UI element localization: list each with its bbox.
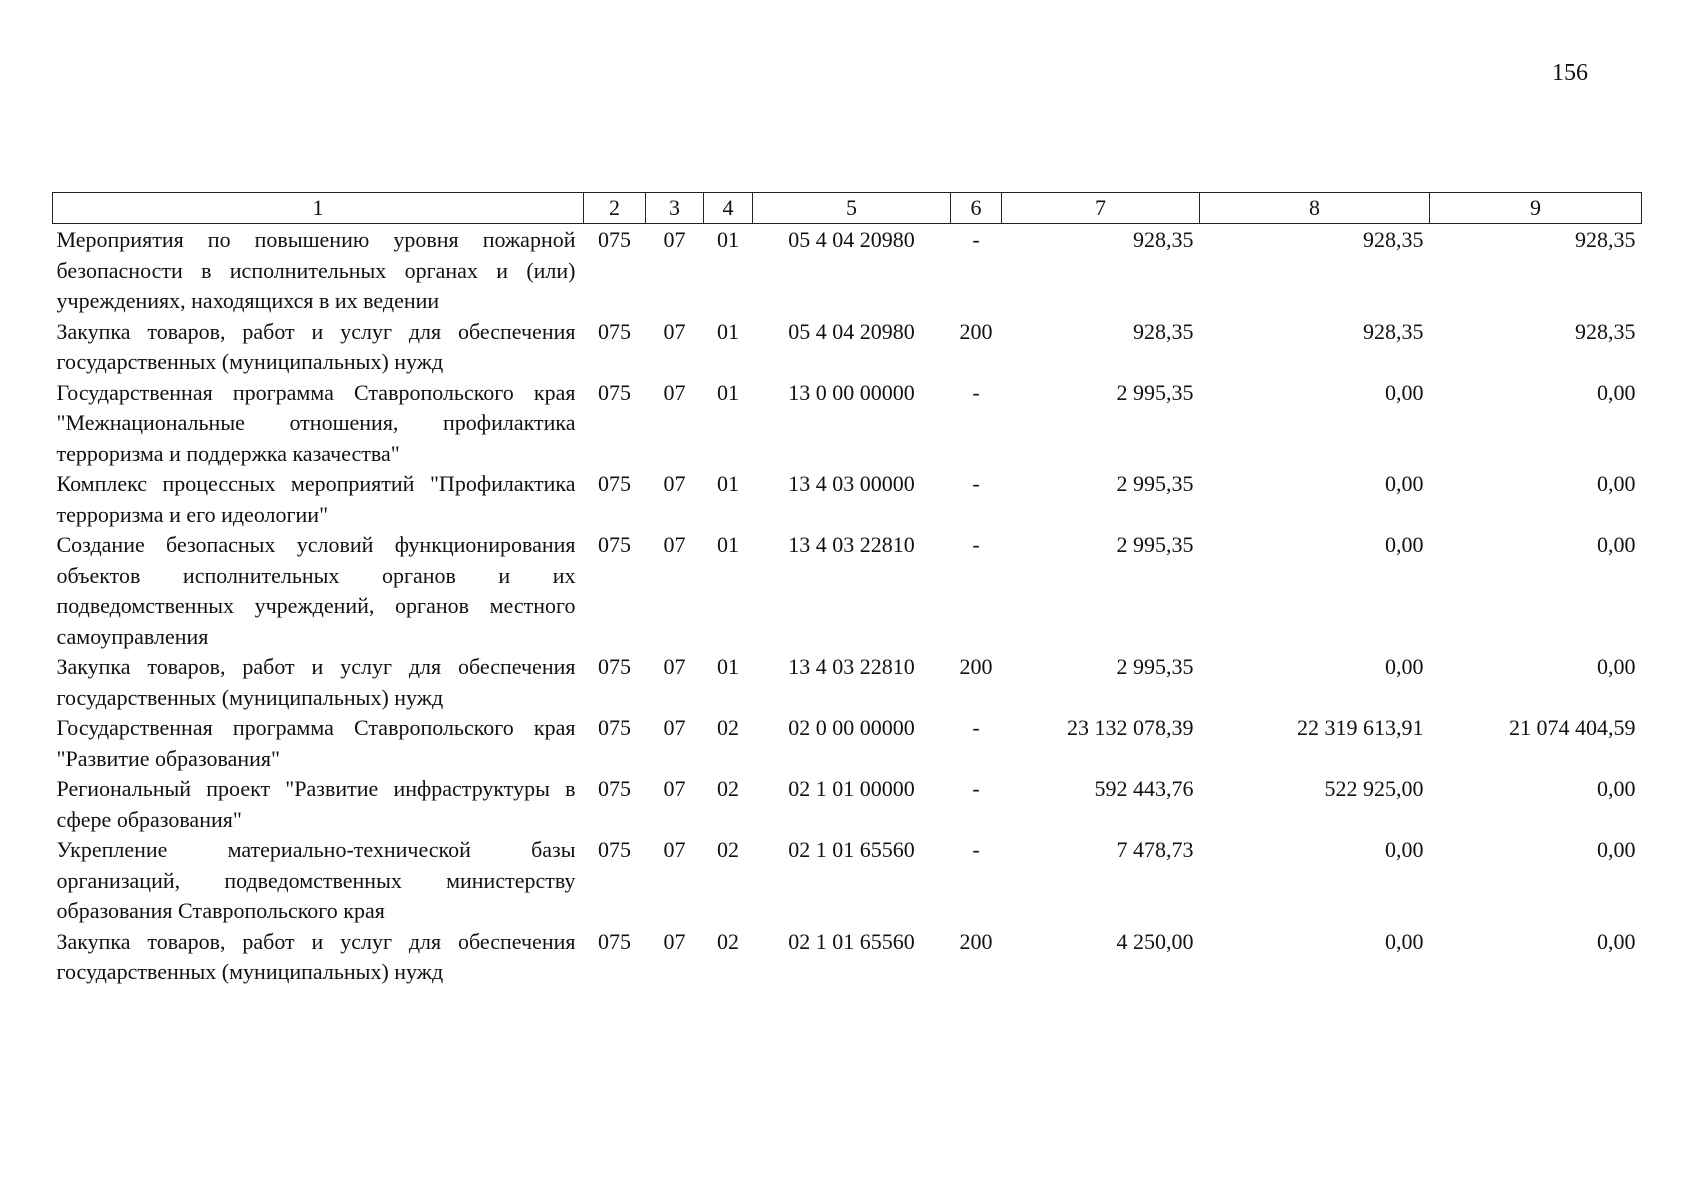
admin-code-cell: 075 (598, 379, 631, 405)
table-row (53, 469, 1642, 530)
section-cell: 07 (663, 715, 686, 740)
amount-year1-cell: 2 995,35 (1116, 471, 1194, 496)
column-header: 2 (584, 193, 646, 224)
row-name-cell: Укрепление материально-технической базы организаций, подведомственных министерству образования Ставропольского края (56, 837, 576, 923)
section-cell: 07 (663, 776, 686, 801)
column-header: 9 (1430, 193, 1642, 224)
subsection-cell: 01 (717, 379, 739, 405)
admin-code-cell: 075 (598, 837, 631, 862)
amount-year2-cell: 928,35 (1363, 227, 1424, 252)
amount-year3-cell: 0,00 (1597, 776, 1636, 801)
row-name-cell: Государственная программа Ставропольского края "Межнациональные отношения, профилактика терроризма и поддержка казачества" (56, 379, 576, 466)
table-header (53, 193, 1642, 224)
row-name-cell: Закупка товаров, работ и услуг для обеспечения государственных (муниципальных) нужд (56, 654, 576, 710)
subsection-cell: 01 (717, 532, 739, 557)
column-header: 8 (1200, 193, 1430, 224)
amount-year1-cell: 23 132 078,39 (1067, 715, 1194, 740)
budget-table (52, 192, 1642, 988)
row-name-cell: Закупка товаров, работ и услуг для обеспечения государственных (муниципальных) нужд (56, 928, 576, 984)
subsection-cell: 01 (717, 227, 739, 252)
target-article-cell: 05 4 04 20980 (788, 318, 915, 344)
section-cell: 07 (663, 654, 686, 679)
expense-type-cell: - (972, 837, 980, 862)
admin-code-cell: 075 (598, 928, 631, 954)
section-cell: 07 (663, 379, 686, 405)
target-article-cell: 13 4 03 00000 (788, 471, 915, 496)
amount-year2-cell: 0,00 (1385, 471, 1424, 496)
admin-code-cell: 075 (598, 471, 631, 496)
amount-year1-cell: 2 995,35 (1116, 532, 1194, 557)
amount-year2-cell: 522 925,00 (1324, 776, 1424, 801)
subsection-cell: 02 (717, 928, 739, 954)
row-name-cell: Мероприятия по повышению уровня пожарной безопасности в исполнительных органах и (или) учреждениях, находящихся в их ведении (56, 227, 576, 313)
row-name-cell: Региональный проект "Развитие инфраструктуры в сфере образования" (56, 776, 576, 832)
amount-year3-cell: 0,00 (1597, 471, 1636, 496)
row-name-cell: Комплекс процессных мероприятий "Профилактика терроризма и его идеологии" (56, 471, 576, 527)
section-cell: 07 (663, 837, 686, 862)
amount-year3-cell: 0,00 (1597, 837, 1636, 862)
amount-year3-cell: 0,00 (1597, 654, 1636, 679)
expense-type-cell: - (972, 776, 980, 801)
subsection-cell: 01 (717, 318, 739, 344)
column-header: 5 (753, 193, 951, 224)
table-row (53, 652, 1642, 713)
target-article-cell: 13 0 00 00000 (788, 379, 915, 405)
subsection-cell: 02 (717, 837, 739, 862)
target-article-cell: 02 1 01 65560 (788, 837, 915, 862)
section-cell: 07 (663, 471, 686, 496)
section-cell: 07 (663, 532, 686, 557)
target-article-cell: 02 0 00 00000 (788, 715, 915, 740)
amount-year3-cell: 0,00 (1597, 379, 1636, 405)
amount-year1-cell: 928,35 (1133, 318, 1194, 344)
table-row (53, 378, 1642, 470)
admin-code-cell: 075 (598, 715, 631, 740)
amount-year3-cell: 0,00 (1597, 532, 1636, 557)
expense-type-cell: 200 (959, 654, 993, 679)
amount-year2-cell: 928,35 (1363, 318, 1424, 344)
column-header: 1 (53, 193, 584, 224)
subsection-cell: 01 (717, 471, 739, 496)
target-article-cell: 05 4 04 20980 (788, 227, 915, 252)
subsection-cell: 02 (717, 715, 739, 740)
column-header: 4 (704, 193, 753, 224)
amount-year2-cell: 22 319 613,91 (1297, 715, 1424, 740)
expense-type-cell: - (972, 227, 980, 252)
amount-year3-cell: 928,35 (1575, 227, 1636, 252)
amount-year1-cell: 4 250,00 (1116, 928, 1194, 954)
section-cell: 07 (663, 227, 686, 252)
table-row (53, 713, 1642, 774)
column-header: 6 (951, 193, 1002, 224)
amount-year3-cell: 0,00 (1597, 928, 1636, 954)
amount-year1-cell: 928,35 (1133, 227, 1194, 252)
table-row (53, 774, 1642, 835)
amount-year2-cell: 0,00 (1385, 654, 1424, 679)
expense-type-cell: 200 (959, 318, 993, 344)
column-header: 7 (1002, 193, 1200, 224)
amount-year2-cell: 0,00 (1385, 379, 1424, 405)
amount-year1-cell: 592 443,76 (1094, 776, 1194, 801)
subsection-cell: 01 (717, 654, 739, 679)
admin-code-cell: 075 (598, 227, 631, 252)
table-row (53, 317, 1642, 378)
expense-type-cell: - (972, 471, 980, 496)
section-cell: 07 (663, 928, 686, 954)
amount-year2-cell: 0,00 (1385, 837, 1424, 862)
amount-year2-cell: 0,00 (1385, 928, 1424, 954)
target-article-cell: 02 1 01 65560 (788, 928, 915, 954)
admin-code-cell: 075 (598, 776, 631, 801)
table-row (53, 224, 1642, 317)
admin-code-cell: 075 (598, 654, 631, 679)
expense-type-cell: - (972, 532, 980, 557)
table-body (53, 224, 1642, 988)
table-row (53, 530, 1642, 652)
row-name-cell: Создание безопасных условий функционирования объектов исполнительных органов и их подведомственных учреждений, органов местного самоуправления (56, 532, 576, 649)
amount-year3-cell: 21 074 404,59 (1509, 715, 1636, 740)
target-article-cell: 02 1 01 00000 (788, 776, 915, 801)
table-row (53, 927, 1642, 988)
expense-type-cell: - (972, 379, 980, 405)
amount-year1-cell: 2 995,35 (1116, 379, 1194, 405)
target-article-cell: 13 4 03 22810 (788, 654, 915, 679)
target-article-cell: 13 4 03 22810 (788, 532, 915, 557)
expense-type-cell: - (972, 715, 980, 740)
admin-code-cell: 075 (598, 532, 631, 557)
expense-type-cell: 200 (959, 928, 993, 954)
amount-year1-cell: 2 995,35 (1116, 654, 1194, 679)
section-cell: 07 (663, 318, 686, 344)
admin-code-cell: 075 (598, 318, 631, 344)
amount-year1-cell: 7 478,73 (1116, 837, 1194, 862)
table-row (53, 835, 1642, 927)
amount-year3-cell: 928,35 (1575, 318, 1636, 344)
amount-year2-cell: 0,00 (1385, 532, 1424, 557)
row-name-cell: Государственная программа Ставропольского края "Развитие образования" (56, 715, 576, 771)
subsection-cell: 02 (717, 776, 739, 801)
row-name-cell: Закупка товаров, работ и услуг для обеспечения государственных (муниципальных) нужд (56, 318, 576, 374)
column-header: 3 (646, 193, 704, 224)
page-number: 156 (1552, 60, 1588, 86)
